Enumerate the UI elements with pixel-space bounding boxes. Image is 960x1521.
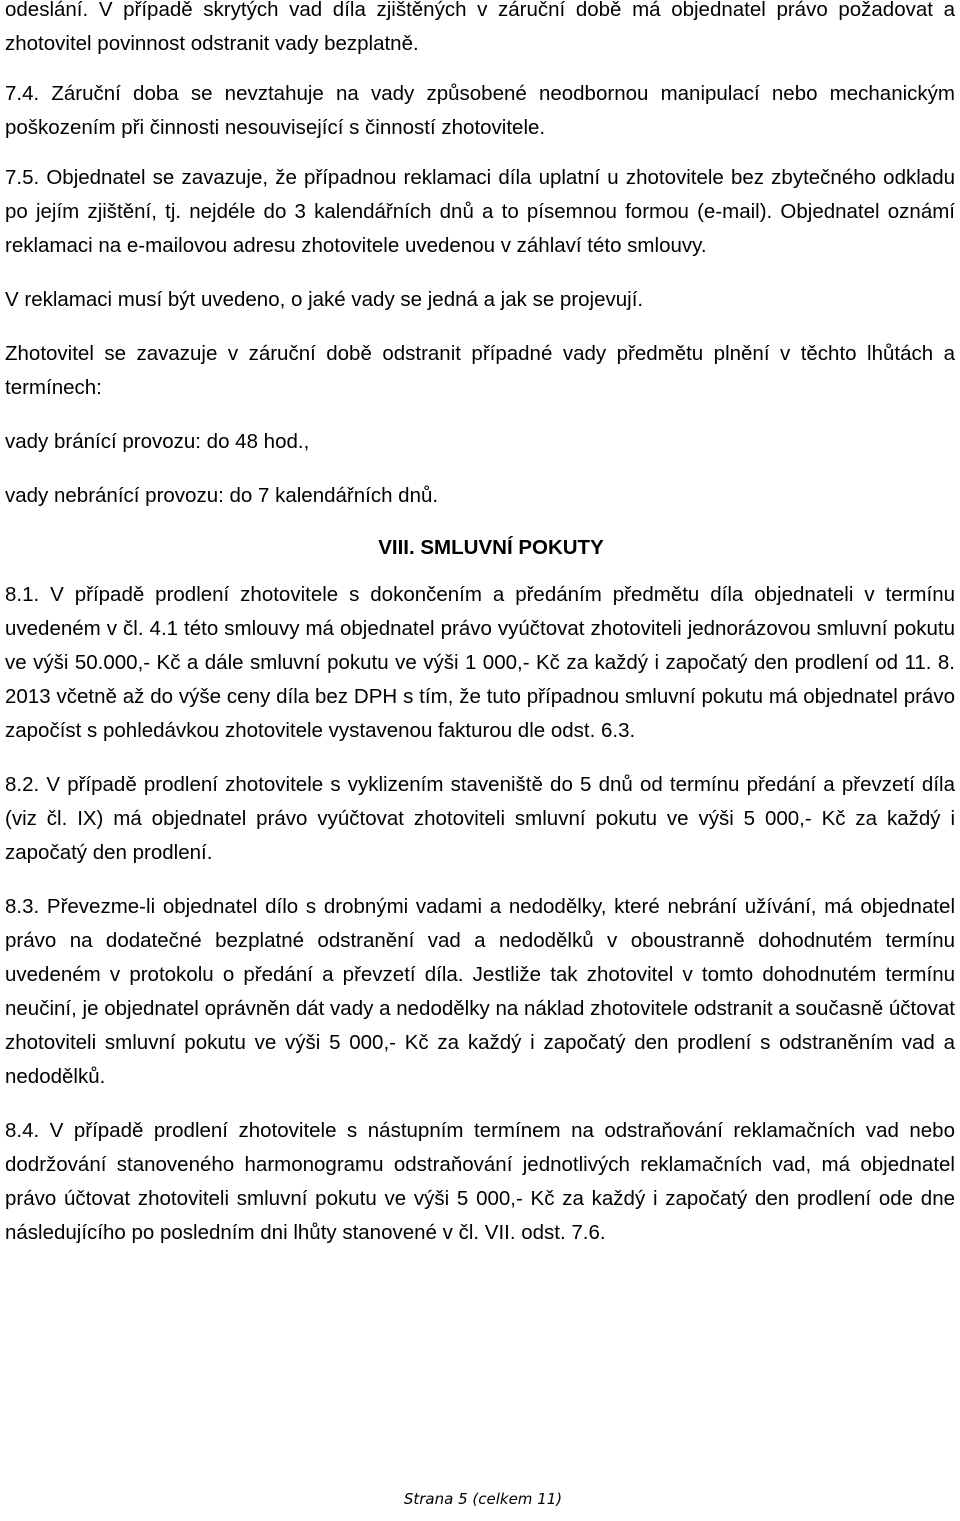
document-body bbox=[5, 0, 955, 1250]
paragraph-7-4: 7.4. Záruční doba se nevztahuje na vady způsobené neodbornou manipulací nebo mechanickým poškozením při činnosti nesouvisející s činností zhotovitele. bbox=[5, 82, 955, 139]
paragraph-8-3: 8.3. Převezme-li objednatel dílo s drobnými vadami a nedodělky, které nebrání užívání, má objednatel právo na dodatečné bezplatné odstranění vad a nedodělků v oboustranně dohodnutém termínu uvedeném v protokolu o předání a převzetí díla. Jestliže tak zhotovitel v tomto dohodnutém termínu neučiní, je objednatel oprávněn dát vady a nedodělky na náklad zhotovitele odstranit a současně účtovat zhotoviteli smluvní pokutu ve výši 5 000,- Kč za každý i započatý den prodlení s odstraněním vad a nedodělků. bbox=[5, 895, 955, 1088]
paragraph-nonblocking-defects: vady nebránící provozu: do 7 kalendářních dnů. bbox=[5, 484, 439, 507]
paragraph-complaint-content: V reklamaci musí být uvedeno, o jaké vady se jedná a jak se projevují. bbox=[5, 288, 644, 311]
paragraph-7-5: 7.5. Objednatel se zavazuje, že případnou reklamaci díla uplatní u zhotovitele bez zbytečného odkladu po jejím zjištění, tj. nejdéle do 3 kalendářních dnů a to písemnou formou (e-mail). Objednatel oznámí reklamaci na e-mailovou adresu zhotovitele uvedenou v záhlaví této smlouvy. bbox=[5, 166, 955, 257]
paragraph-repair-deadlines: Zhotovitel se zavazuje v záruční době odstranit případné vady předmětu plnění v těchto lhůtách a termínech: bbox=[5, 342, 955, 399]
paragraph-blocking-defects: vady bránící provozu: do 48 hod., bbox=[5, 430, 310, 453]
paragraph-warranty-hidden-defects: odeslání. V případě skrytých vad díla zjištěných v záruční době má objednatel právo požadovat a zhotovitel povinnost odstranit vady bezplatně. bbox=[5, 0, 955, 55]
page-footer: Strana 5 (celkem 11) bbox=[403, 1490, 563, 1508]
paragraph-8-4: 8.4. V případě prodlení zhotovitele s nástupním termínem na odstraňování reklamačních vad nebo dodržování stanoveného harmonogramu odstraňování jednotlivých reklamačních vad, má objednatel právo účtovat zhotoviteli smluvní pokutu ve výši 5 000,- Kč za každý i započatý den prodlení ode dne následujícího po posledním dni lhůty stanovené v čl. VII. odst. 7.6. bbox=[5, 1119, 955, 1244]
section-heading-penalties: VIII. SMLUVNÍ POKUTY bbox=[378, 536, 604, 559]
paragraph-8-1: 8.1. V případě prodlení zhotovitele s dokončením a předáním předmětu díla objednateli v termínu uvedeném v čl. 4.1 této smlouvy má objednatel právo vyúčtovat zhotoviteli jednorázovou smluvní pokutu ve výši 50.000,- Kč a dále smluvní pokutu ve výši 1 000,- Kč za každý i započatý den prodlení od 11. 8. 2013 včetně až do výše ceny díla bez DPH s tím, že tuto případnou smluvní pokutu má objednatel právo započíst s pohledávkou zhotovitele vystavenou fakturou dle odst. 6.3. bbox=[5, 583, 955, 742]
paragraph-8-2: 8.2. V případě prodlení zhotovitele s vyklizením staveniště do 5 dnů od termínu předání a převzetí díla (viz čl. IX) má objednatel právo vyúčtovat zhotoviteli smluvní pokutu ve výši 5 000,- Kč za každý i započatý den prodlení. bbox=[5, 773, 955, 864]
